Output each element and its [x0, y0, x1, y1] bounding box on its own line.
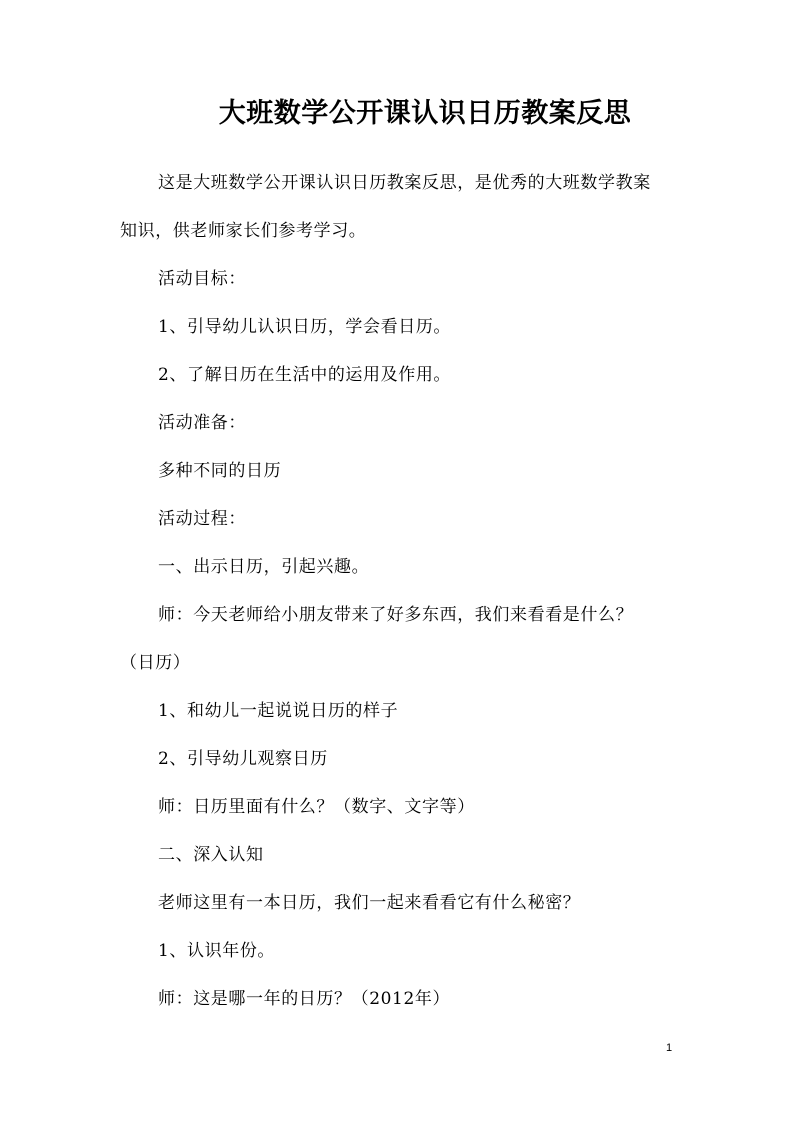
- teacher-question-1-line-1: 师：今天老师给小朋友带来了好多东西，我们来看看是什么？: [158, 605, 634, 625]
- teacher-question-4: 师：这是哪一年的日历？（2012年）: [158, 989, 451, 1009]
- process-heading: 活动过程：: [158, 509, 246, 529]
- sub-step-2: 2、引导幼儿观察日历: [158, 749, 328, 769]
- intro-line-2: 知识，供老师家长们参考学习。: [120, 221, 367, 241]
- intro-line-1: 这是大班数学公开课认识日历教案反思，是优秀的大班数学教案: [158, 173, 651, 193]
- document-title: 大班数学公开课认识日历教案反思: [218, 98, 632, 129]
- goals-heading: 活动目标：: [158, 269, 246, 289]
- step-2-heading: 二、深入认知: [158, 845, 264, 865]
- goal-item-1: 1、引导幼儿认识日历，学会看日历。: [158, 317, 452, 337]
- goal-item-2: 2、了解日历在生活中的运用及作用。: [158, 365, 452, 385]
- prep-item: 多种不同的日历: [158, 461, 282, 481]
- page-number: 1: [666, 1042, 673, 1054]
- step-1-heading: 一、出示日历，引起兴趣。: [158, 557, 370, 577]
- prep-heading: 活动准备：: [158, 413, 246, 433]
- teacher-question-3: 老师这里有一本日历，我们一起来看看它有什么秘密？: [158, 893, 581, 913]
- teacher-question-2: 师：日历里面有什么？（数字、文字等）: [158, 797, 475, 817]
- sub-step-3: 1、认识年份。: [158, 941, 276, 961]
- sub-step-1: 1、和幼儿一起说说日历的样子: [158, 701, 399, 721]
- teacher-question-1-line-2: （日历）: [120, 653, 191, 673]
